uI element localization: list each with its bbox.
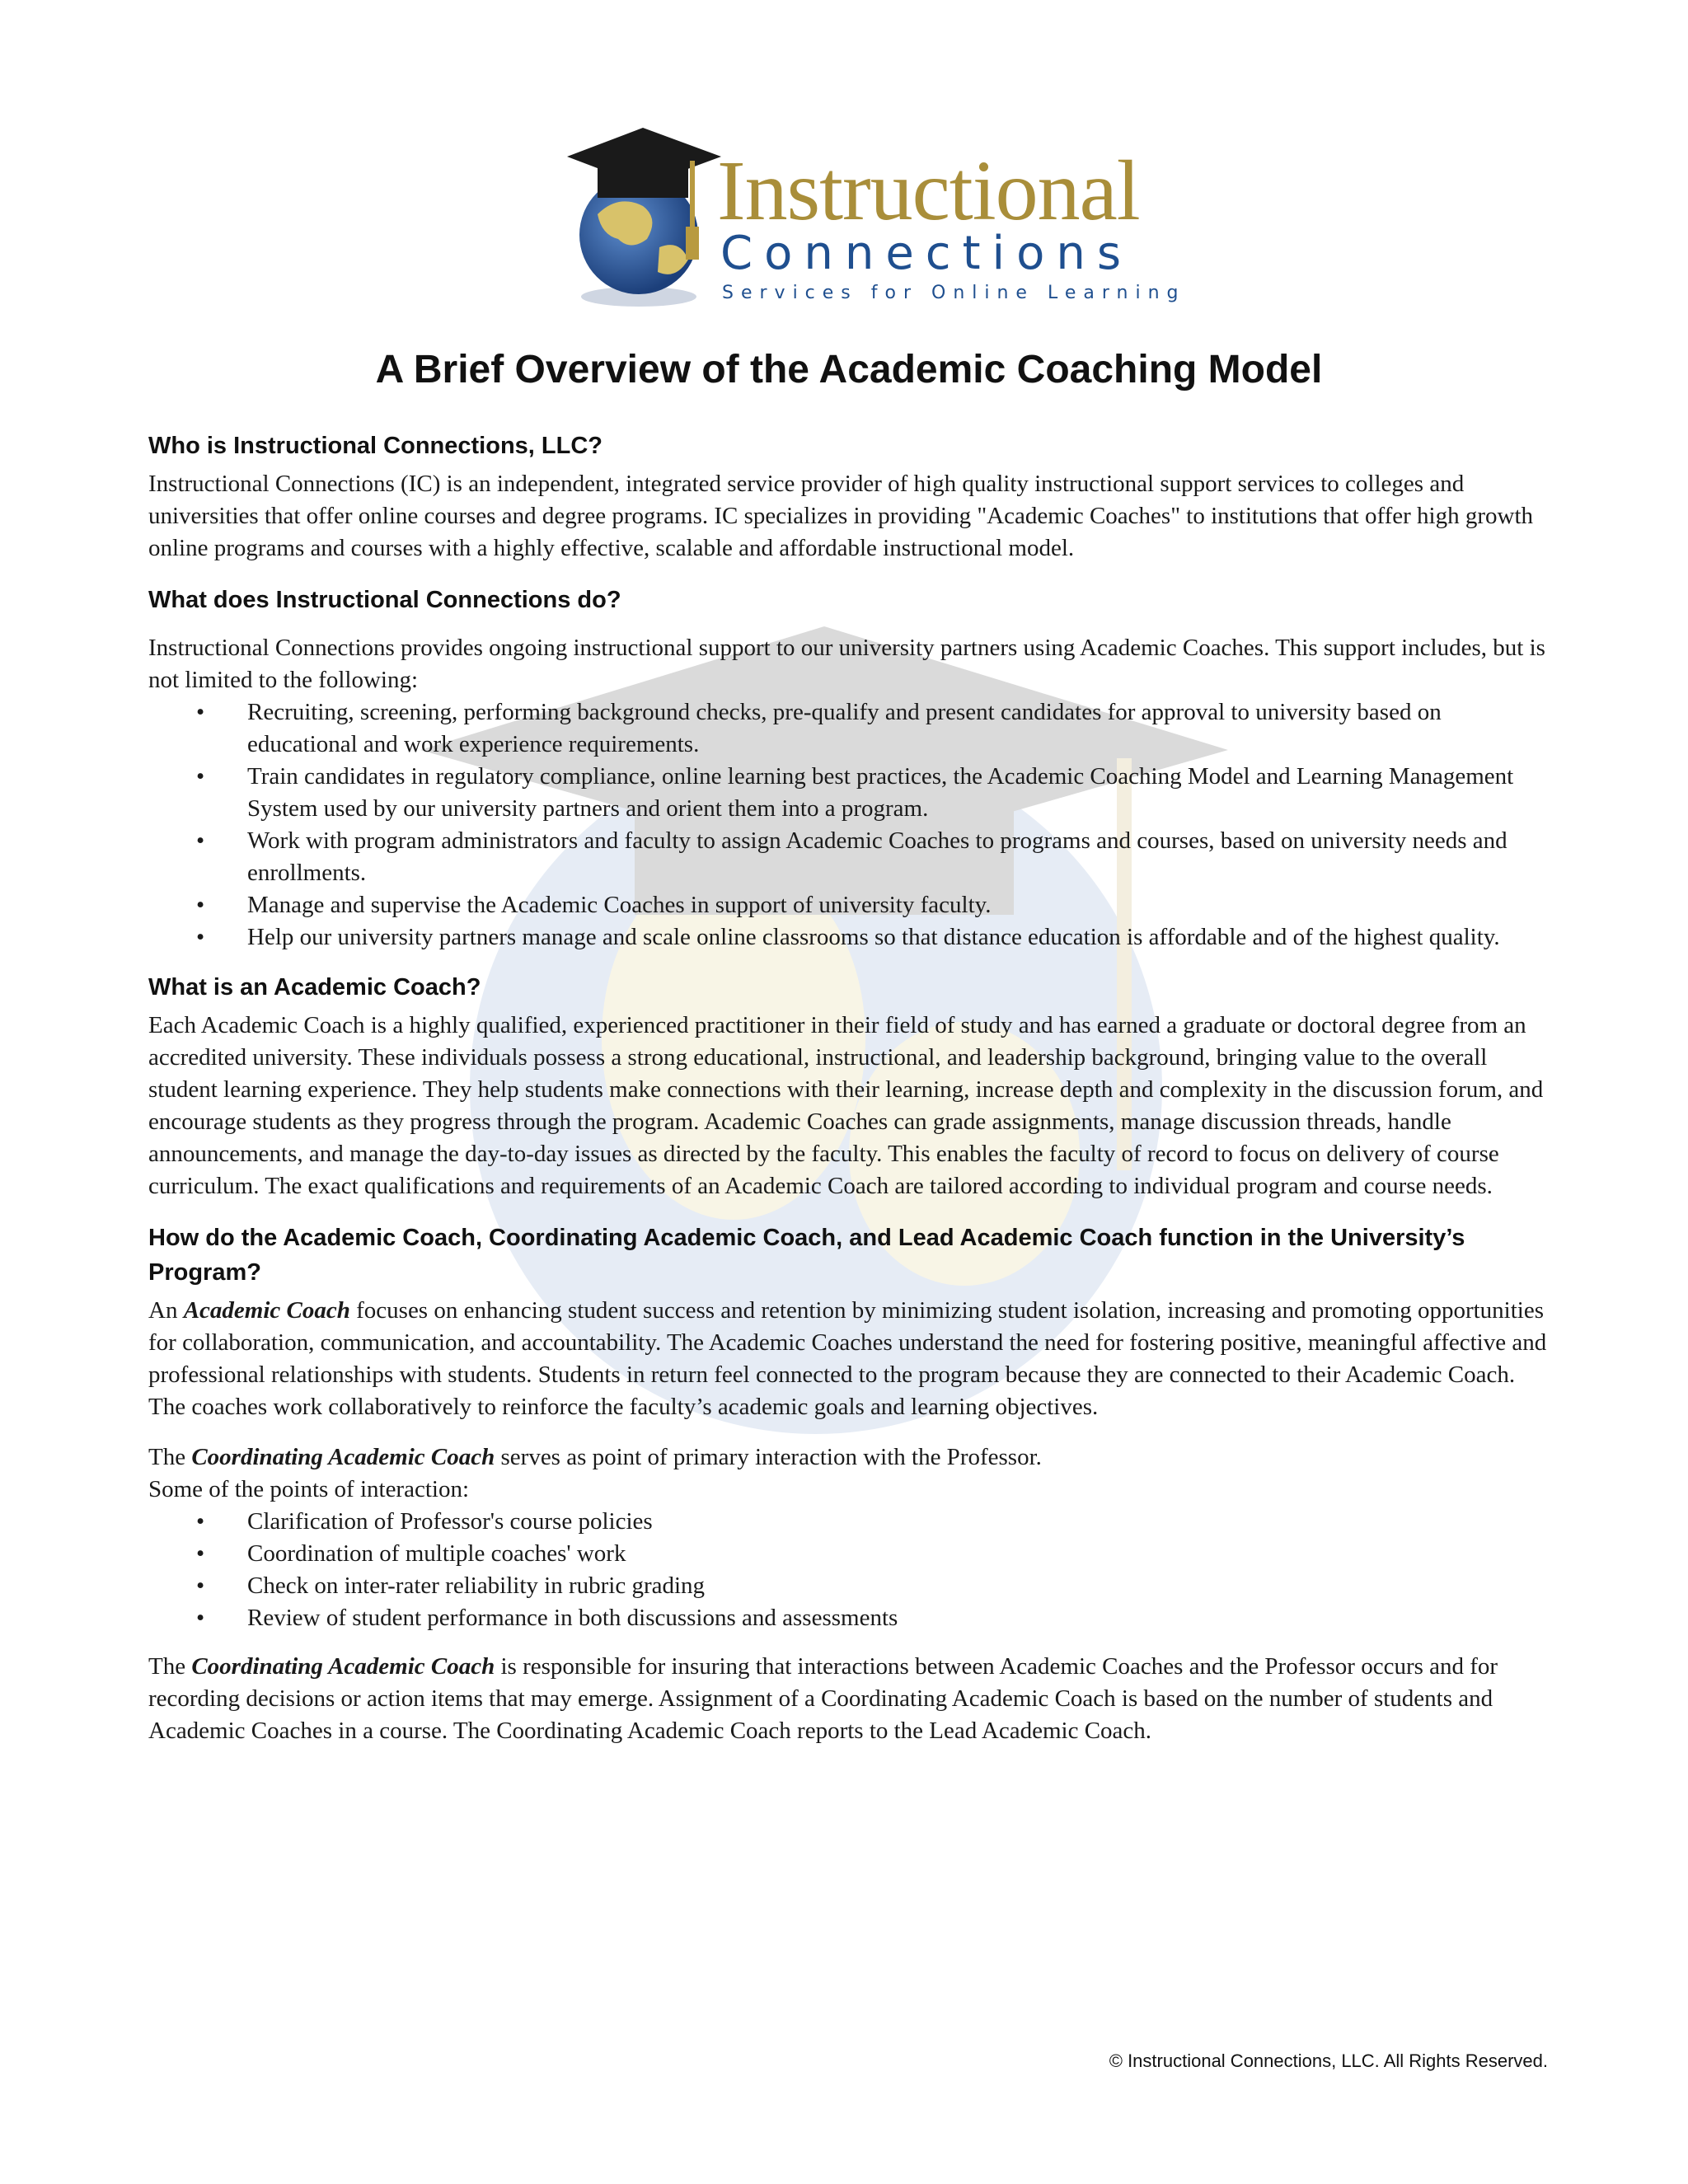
copyright-footer: © Instructional Connections, LLC. All Rights Reserved. xyxy=(1109,2050,1548,2071)
emphasis-coordinating-coach: Coordinating Academic Coach xyxy=(191,1443,495,1470)
text-span: is responsible for insuring that interactions between Academic Coaches and the Professor occurs and for recording decisions or action items that may emerge. Assignment of a Coordinating Academic Coach is based on the number of students and Academic Coaches in a course. The Coordinating Academic Coach reports to the Lead Academic Coach. xyxy=(148,1652,1498,1744)
page-title: A Brief Overview of the Academic Coaching Model xyxy=(375,348,1323,391)
list-item: • Recruiting, screening, performing background checks, pre-qualify and present candidates for approval to university based on educational and work experience requirements. xyxy=(247,696,1550,761)
section-heading-who: Who is Instructional Connections, LLC? xyxy=(148,432,603,459)
section-body-coordinating-coach xyxy=(148,1441,1550,1506)
logo-tagline: Services for Online Learning xyxy=(722,283,1186,303)
list-item: • Manage and supervise the Academic Coaches in support of university faculty. xyxy=(247,889,1550,921)
section-heading-what-do: What does Instructional Connections do? xyxy=(148,586,621,613)
text-span: focuses on enhancing student success and retention by minimizing student isolation, increasing and promoting opportunities for collaboration, communication, and accountability. The Academic Coaches understand the need for fostering positive, meaningful affective and professional relationships with students. Students in return feel connected to the program because they are connected to their Academic Coach. The coaches work collaboratively to reinforce the faculty’s academic goals and learning objectives. xyxy=(148,1296,1547,1420)
text-span: serves as point of primary interaction with the Professor. xyxy=(495,1443,1042,1470)
logo-wordmark-connections: Connections xyxy=(720,227,1133,280)
list-item: • Coordination of multiple coaches' work xyxy=(247,1538,1550,1570)
list-item: • Clarification of Professor's course policies xyxy=(247,1506,1550,1538)
list-item: • Review of student performance in both discussions and assessments xyxy=(247,1602,1550,1634)
list-item: • Help our university partners manage and scale online classrooms so that distance education is affordable and of the highest quality. xyxy=(247,921,1550,954)
list-item: • Work with program administrators and faculty to assign Academic Coaches to programs and courses, based on university needs and enrollments. xyxy=(247,825,1550,889)
emphasis-academic-coach: Academic Coach xyxy=(183,1296,350,1324)
section-body-academic-coach xyxy=(148,1295,1550,1423)
section-heading-how: How do the Academic Coach, Coordinating Academic Coach, and Lead Academic Coach function in the University’s Program? xyxy=(148,1224,1465,1286)
logo-wordmark-instructional: Instructional xyxy=(717,143,1140,238)
section-intro-what-do: Instructional Connections provides ongoing instructional support to our university partners using Academic Coaches. This support includes, but is not limited to the following: xyxy=(148,634,1545,693)
emphasis-coordinating-coach-2: Coordinating Academic Coach xyxy=(191,1652,495,1680)
text-span: The xyxy=(148,1652,192,1680)
text-span: Some of the points of interaction: xyxy=(148,1475,470,1502)
text-span: An xyxy=(148,1296,184,1324)
interaction-points-list xyxy=(148,1506,1550,1634)
graduation-globe-icon xyxy=(560,115,725,313)
services-list xyxy=(148,696,1550,954)
section-body-who: Instructional Connections (IC) is an independent, integrated service provider of high quality instructional support services to colleges and universities that offer online courses and degree programs. IC specializes in providing "Academic Coaches" to institutions that offer high growth online programs and courses with a highly effective, scalable and affordable instructional model. xyxy=(148,470,1534,561)
company-logo xyxy=(560,115,1186,313)
section-body-coordinating-responsibility xyxy=(148,1651,1550,1747)
list-item: • Check on inter-rater reliability in rubric grading xyxy=(247,1570,1550,1602)
document-body xyxy=(148,346,1550,1765)
section-body-what-is: Each Academic Coach is a highly qualified, experienced practitioner in their field of study and has earned a graduate or doctoral degree from an accredited university. These individuals possess a strong educational, instructional, and leadership background, bringing value to the overall student learning experience. They help students make connections with their learning, increase depth and complexity in the discussion forum, and encourage students as they progress through the program. Academic Coaches can grade assignments, manage discussion threads, handle announcements, and manage the day-to-day issues as directed by the faculty. This enables the faculty of record to focus on delivery of course curriculum. The exact qualifications and requirements of an Academic Coach are tailored according to individual program and course needs. xyxy=(148,1011,1544,1199)
section-heading-what-is: What is an Academic Coach? xyxy=(148,973,481,1001)
list-item: • Train candidates in regulatory compliance, online learning best practices, the Academic Coaching Model and Learning Management System used by our university partners and orient them into a program. xyxy=(247,761,1550,825)
text-span: The xyxy=(148,1443,192,1470)
